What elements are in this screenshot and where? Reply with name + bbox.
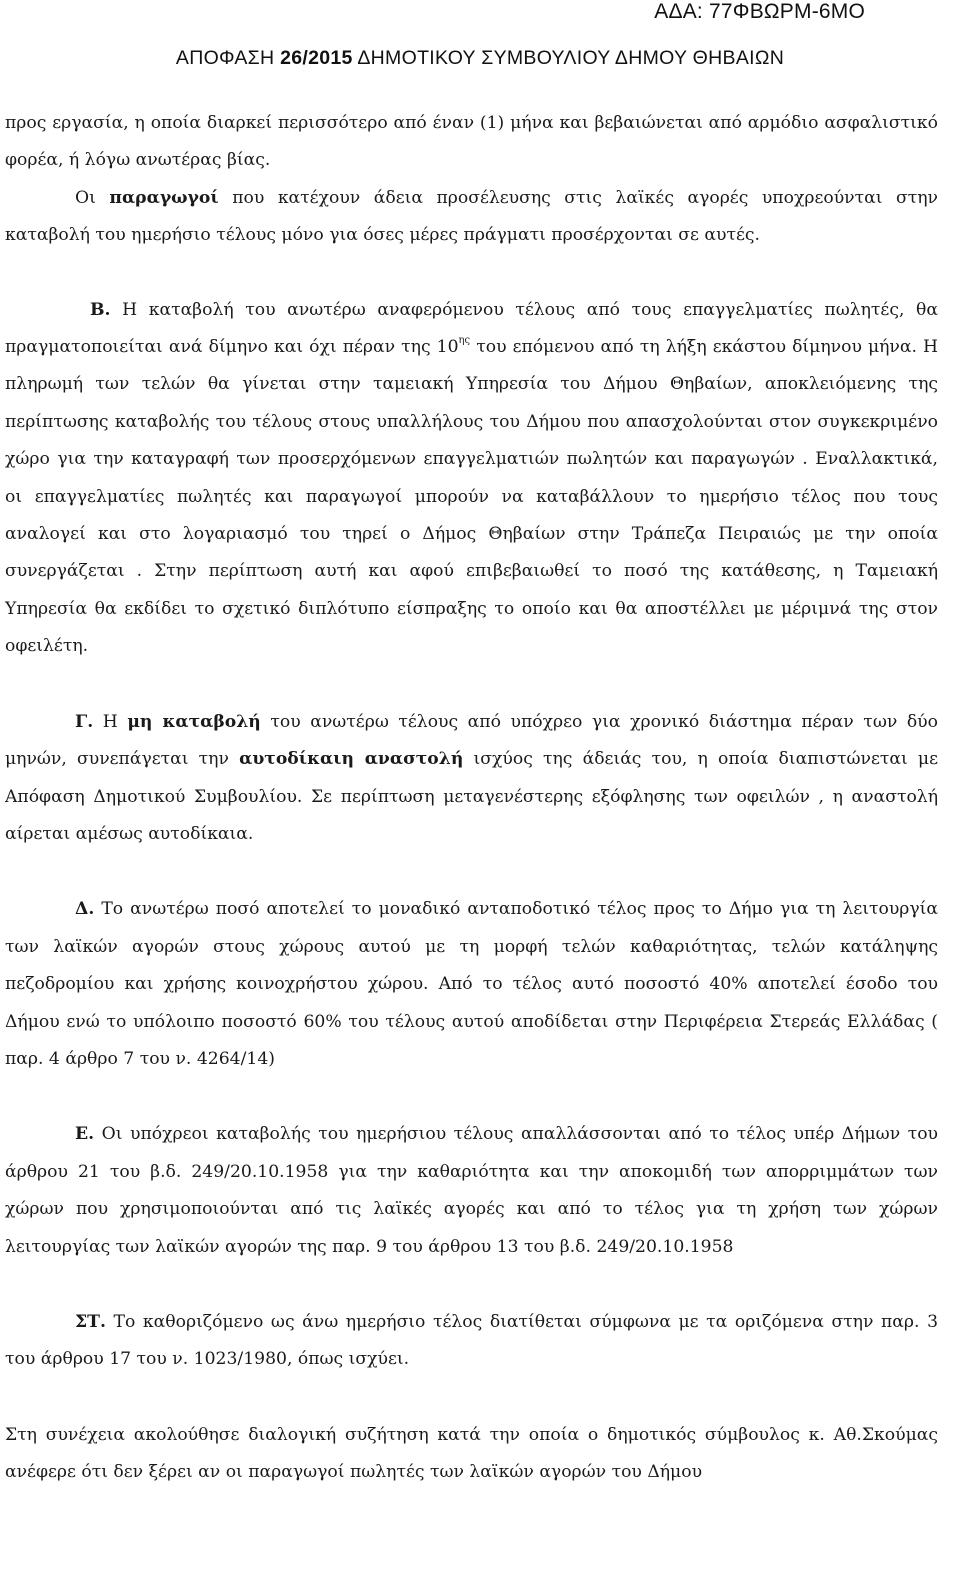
paragraph-text: Η καταβολή του ανωτέρω αναφερόμενου τέλους από τους επαγγελματίες πωλητές, θα πραγματοποιείται ανά δίμηνο και όχι πέραν της 10	[5, 299, 938, 358]
paragraph-spacer	[5, 853, 938, 891]
document-header-title	[0, 47, 960, 70]
paragraph-text: του επόμενου από τη λήξη εκάστου δίμηνου μήνα. Η πληρωμή των τελών θα γίνεται στην ταμειακή Υπηρεσία του Δήμου Θηβαίων, αποκλειόμενης της περίπτωσης καταβολής του τέλους στους υπαλλήλους του Δήμου που απασχολούνται στον συγκεκριμένο χώρο για την καταγραφή των προσερχόμενων επαγγελματιών πωλητών και παραγωγών . Εναλλακτικά, οι επαγγελματίες πωλητές και παραγωγοί μπορούν να καταβάλλουν το ημερήσιο τέλος που τους αναλογεί και στο λογαριασμό του τηρεί ο Δήμος Θηβαίων στην Τράπεζα Πειραιώς με την οποία συνεργάζεται . Στην περίπτωση αυτή και αφού επιβεβαιωθεί το ποσό της κατάθεσης, η Ταμειακή Υπηρεσία θα εκδίδει το σχετικό διπλότυπο είσπραξης το οποίο και θα αποστέλλει με μέριμνά της στον οφειλέτη.	[5, 337, 938, 657]
paragraph-spacer	[5, 1078, 938, 1116]
section-label: Β.	[90, 299, 111, 320]
decision-number: 26/2015	[280, 47, 353, 69]
section-e	[5, 1116, 938, 1266]
section-d	[5, 891, 938, 1078]
ordinal-suffix: ης	[458, 335, 471, 347]
section-label: Δ.	[75, 899, 95, 920]
section-label: ΣΤ.	[75, 1311, 106, 1332]
section-g	[5, 704, 938, 854]
bold-term: μη καταβολή	[127, 711, 261, 732]
section-b	[5, 292, 938, 666]
paragraph-producers	[5, 180, 938, 255]
bold-term: παραγωγοί	[109, 187, 219, 208]
bold-term: αυτοδίκαιη αναστολή	[239, 749, 464, 770]
paragraph-spacer	[5, 666, 938, 704]
paragraph-text: Οι υπόχρεοι καταβολής του ημερήσιου τέλους απαλλάσσονται από το τέλος υπέρ Δήμων του άρθρου 21 του β.δ. 249/20.10.1958 για την καθαριότητα και την αποκομιδή των απορριμμάτων των χώρων που χρησιμοποιούνται από τις λαϊκές αγορές και από το τέλος για τη χρήση των χώρων λειτουργίας των λαϊκών αγορών της παρ. 9 του άρθρου 13 του β.δ. 249/20.10.1958	[5, 1124, 938, 1257]
paragraph-spacer	[5, 1266, 938, 1304]
paragraph-spacer	[5, 1379, 938, 1417]
paragraph-text: ισχύος της άδειάς του, η οποία διαπιστώνεται με Απόφαση Δημοτικού Συμβουλίου. Σε περίπτωση μεταγενέστερης εξόφλησης των οφειλών , η αναστολή αίρεται αμέσως αυτοδίκαια.	[5, 749, 938, 844]
header-title-prefix: ΑΠΟΦΑΣΗ	[175, 47, 281, 69]
section-label: Ε.	[75, 1124, 95, 1145]
ada-code: ΑΔΑ: 77ΦΒΩΡΜ-6ΜΟ	[654, 0, 865, 23]
header-title-suffix: ΔΗΜΟΤΙΚΟΥ ΣΥΜΒΟΥΛΙΟΥ ΔΗΜΟΥ ΘΗΒΑΙΩΝ	[352, 47, 785, 69]
paragraph-text: που κατέχουν άδεια προσέλευσης στις λαϊκές αγορές υποχρεούνται στην καταβολή του ημερήσιο τέλους μόνο για όσες μέρες πράγματι προσέρχονται σε αυτές.	[5, 187, 938, 246]
paragraph-text: Το καθοριζόμενο ως άνω ημερήσιο τέλος διατίθεται σύμφωνα με τα οριζόμενα στην παρ. 3 του άρθρου 17 του ν. 1023/1980, όπως ισχύει.	[5, 1311, 938, 1370]
paragraph-text: Η	[93, 711, 128, 732]
paragraph-text: Το ανωτέρω ποσό αποτελεί το μοναδικό ανταποδοτικό τέλος προς το Δήμο για τη λειτουργία των λαϊκών αγορών στους χώρους αυτού με τη μορφή τελών καθαριότητας, τελών κατάληψης πεζοδρομίου και χρήσης κοινοχρήστου χώρου. Από το τέλος αυτό ποσοστό 40% αποτελεί έσοδο του Δήμου ενώ το υπόλοιπο ποσοστό 60% του τέλους αυτού αποδίδεται στην Περιφέρεια Στερεάς Ελλάδας ( παρ. 4 άρθρο 7 του ν. 4264/14)	[5, 899, 938, 1069]
paragraph-text: του ανωτέρω τέλους από υπόχρεο για χρονικό διάστημα πέραν των δύο μηνών, συνεπάγεται την	[5, 711, 938, 770]
section-st	[5, 1304, 938, 1379]
paragraph-continuation: προς εργασία, η οποία διαρκεί περισσότερο από έναν (1) μήνα και βεβαιώνεται από αρμόδιο ασφαλιστικό φορέα, ή λόγω ανωτέρας βίας.	[5, 113, 938, 171]
paragraph-spacer	[5, 255, 938, 292]
document-body	[5, 105, 938, 1492]
paragraph-text: Οι	[75, 187, 110, 208]
paragraph-discussion: Στη συνέχεια ακολούθησε διαλογική συζήτηση κατά την οποία ο δημοτικός σύμβουλος κ. Αθ.Σκούμας ανέφερε ότι δεν ξέρει αν οι παραγωγοί πωλητές των λαϊκών αγορών του Δήμου	[5, 1424, 938, 1483]
section-label: Γ.	[75, 711, 94, 732]
